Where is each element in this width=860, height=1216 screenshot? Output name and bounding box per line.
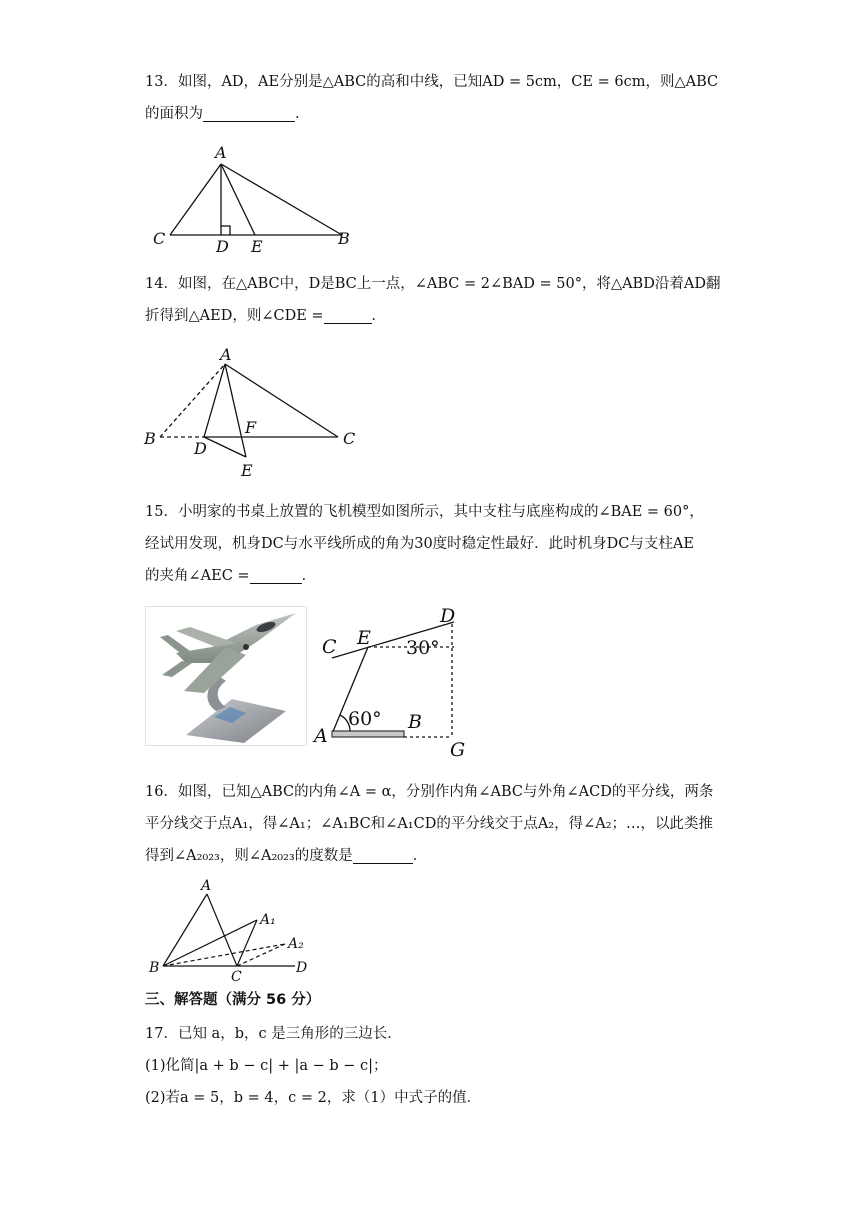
q13-line1: 13．如图，AD，AE分别是△ABC的高和中线，已知AD = 5cm，CE = 6cm，则△ABC	[145, 74, 719, 90]
q13-side-ab	[221, 164, 342, 235]
q16-line3-text: 得到∠A₂₀₂₃，则∠A₂₀₂₃的度数是	[145, 848, 353, 864]
q16-bisector-ca1	[237, 920, 257, 966]
q13-figure	[145, 138, 365, 262]
q16-label-a: A	[201, 878, 212, 894]
q13-label-d: D	[216, 237, 229, 256]
model-detail	[243, 644, 249, 650]
q16-label-a2: A₂	[288, 936, 304, 952]
q16-label-c: C	[231, 969, 242, 984]
q14-figure	[140, 342, 370, 484]
q14-label-f: F	[245, 418, 257, 437]
q14-segment-ad	[204, 364, 225, 437]
question-13	[145, 66, 718, 130]
q16-bisector-ca2-dashed	[237, 944, 285, 966]
q14-period: ．	[371, 308, 387, 324]
q14-line2-text: 折得到△AED，则∠CDE =	[145, 308, 324, 324]
q14-label-d: D	[194, 439, 207, 458]
q13-answer-blank	[203, 103, 295, 122]
q16-period: ．	[412, 848, 428, 864]
model-base	[186, 699, 286, 743]
q15-angle-30-label: 30°	[406, 637, 440, 659]
q13-period: ．	[295, 106, 310, 122]
q15-label-e: E	[357, 627, 371, 649]
q17-part2: (2)若a = 5，b = 4，c = 2，求（1）中式子的值．	[145, 1090, 482, 1106]
q15-answer-blank	[250, 565, 302, 584]
q16-label-d: D	[296, 960, 308, 976]
q15-figure	[312, 600, 482, 762]
q15-label-g: G	[450, 739, 466, 758]
q16-label-a1: A₁	[260, 912, 276, 928]
q17-part1: (1)化简|a + b − c| + |a − b − c|；	[145, 1058, 388, 1074]
q14-label-e: E	[241, 461, 253, 480]
q13-side-ac	[170, 164, 221, 235]
q17-line1: 17．已知 a，b，c 是三角形的三边长．	[145, 1026, 402, 1042]
q14-side-ab-dashed	[160, 364, 225, 437]
q13-label-a: A	[215, 143, 227, 162]
question-16	[145, 776, 713, 872]
q14-segment-ae	[225, 364, 246, 457]
model-tail	[160, 635, 190, 653]
section-3-heading: 三、解答题（满分 56 分）	[145, 992, 321, 1008]
q15-label-d: D	[440, 605, 456, 627]
q15-label-b: B	[408, 711, 422, 733]
q15-label-c: C	[322, 636, 337, 658]
q14-segment-de	[204, 437, 246, 457]
q14-side-ac	[225, 364, 338, 437]
q13-right-angle-mark	[221, 226, 230, 235]
q16-line1: 16．如图，已知△ABC的内角∠A = α，分别作内角∠ABC与外角∠ACD的平分线，两条	[145, 784, 714, 800]
q13-line2-text: 的面积为	[145, 106, 203, 122]
q16-figure	[145, 878, 325, 988]
q15-base-ab	[332, 731, 404, 737]
q14-answer-blank	[324, 305, 372, 324]
question-17	[145, 1018, 481, 1114]
q16-answer-blank	[353, 845, 413, 864]
q16-label-b: B	[149, 960, 160, 976]
q15-line2: 经试用发现，机身DC与水平线所成的角为30度时稳定性最好．此时机身DC与支柱AE	[145, 536, 694, 552]
q14-label-c: C	[343, 429, 356, 448]
q14-line1: 14．如图，在△ABC中，D是BC上一点，∠ABC = 2∠BAD = 50°，将△ABD沿着AD翻	[145, 276, 721, 292]
q15-period: ．	[301, 568, 317, 584]
q15-line3-text: 的夹角∠AEC =	[145, 568, 250, 584]
q14-label-b: B	[144, 429, 156, 448]
airplane-model-photo	[145, 606, 307, 746]
q15-label-a: A	[314, 725, 328, 747]
q13-label-b: B	[338, 229, 350, 248]
q13-label-e: E	[251, 237, 263, 256]
q13-label-c: C	[153, 229, 166, 248]
q15-angle-60-label: 60°	[348, 708, 382, 730]
question-15	[145, 496, 704, 592]
model-wing-upper	[176, 627, 236, 647]
q14-label-a: A	[220, 345, 232, 364]
question-14	[145, 268, 720, 332]
q16-bisector-ba2-dashed	[163, 944, 285, 966]
model-tail-lower	[162, 661, 192, 677]
q15-line1: 15．小明家的书桌上放置的飞机模型如图所示，其中支柱与底座构成的∠BAE = 60°，	[145, 504, 704, 520]
q16-line2: 平分线交于点A₁，得∠A₁；∠A₁BC和∠A₁CD的平分线交于点A₂，得∠A₂；…，以此类推	[145, 816, 714, 832]
